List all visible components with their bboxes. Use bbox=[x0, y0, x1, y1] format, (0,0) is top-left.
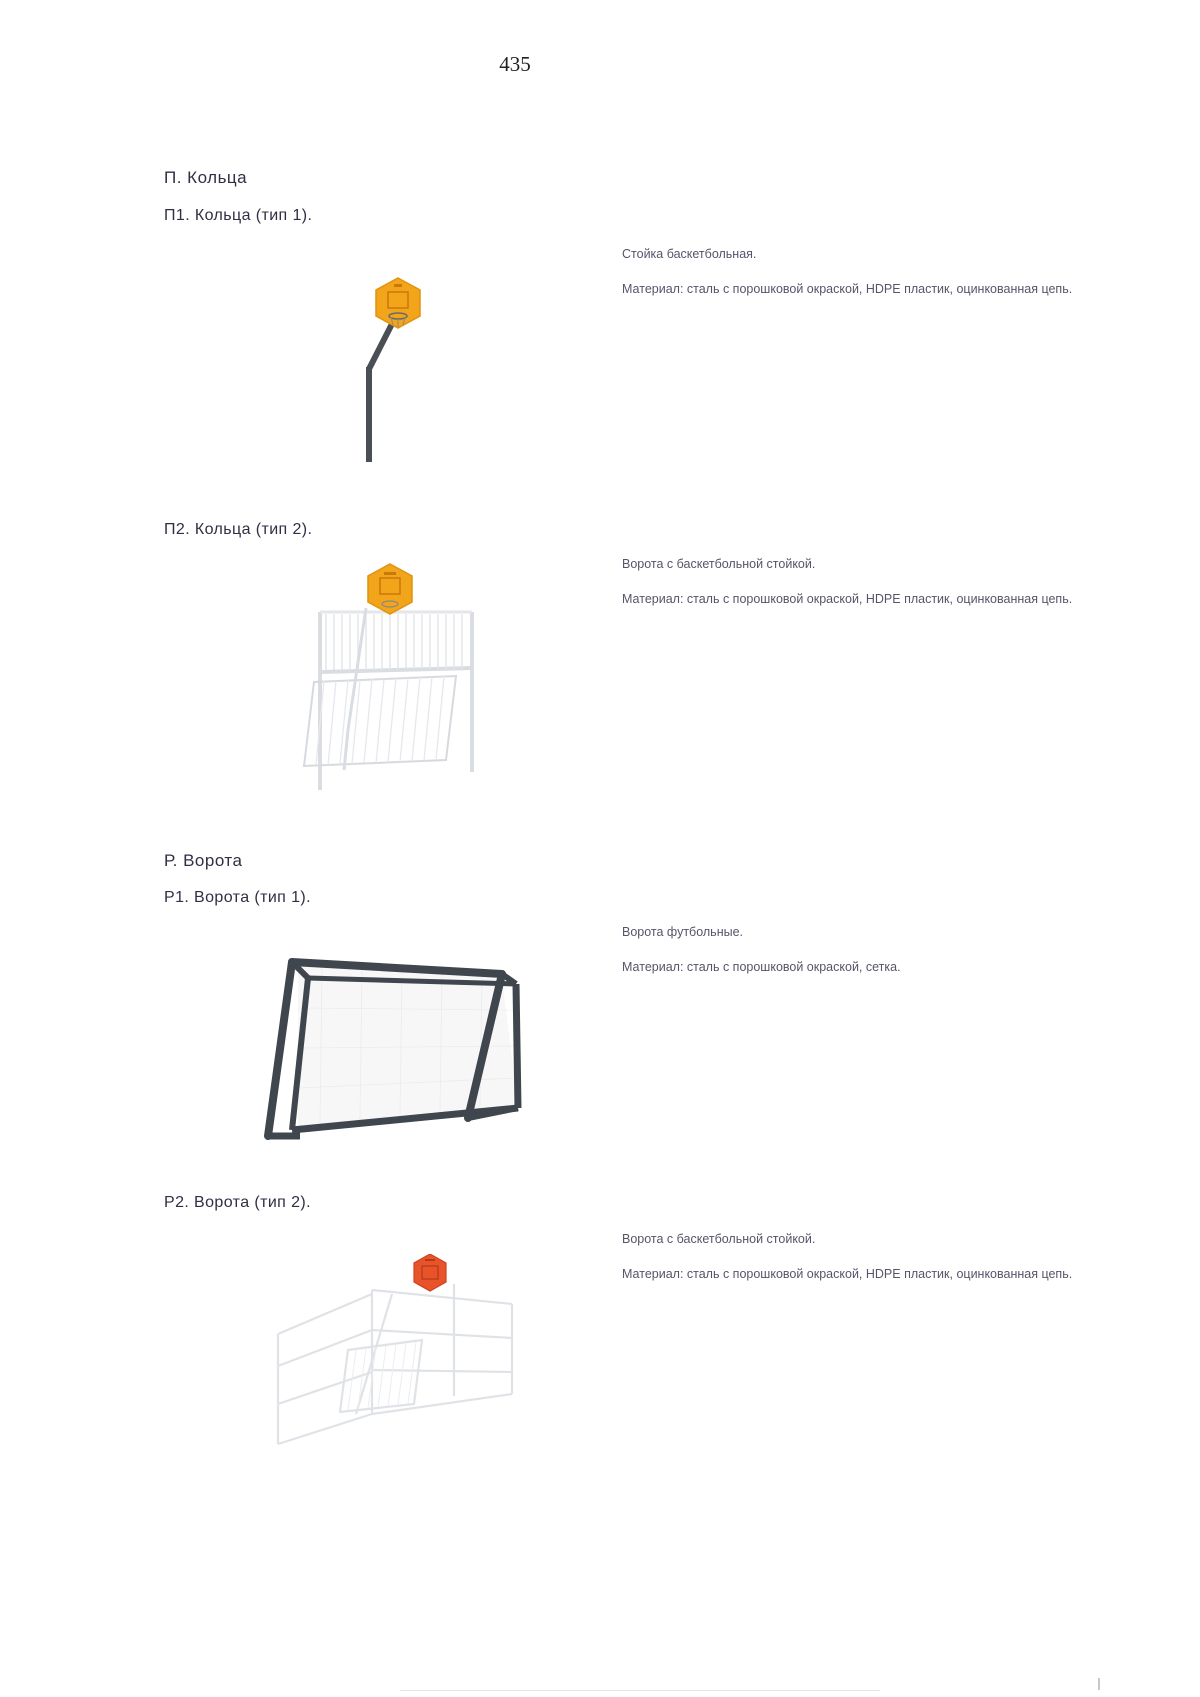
basketball-stand-illustration bbox=[340, 272, 460, 472]
scan-line-decoration bbox=[400, 1690, 880, 1691]
item-material-r1: Материал: сталь с порошковой окраской, сетка. bbox=[622, 960, 901, 974]
goal-with-basketball-hoop-illustration bbox=[272, 1254, 522, 1449]
item-description-p1 bbox=[622, 246, 1082, 316]
item-label-r1: Р1. Ворота (тип 1). bbox=[164, 889, 311, 906]
item-description-r1 bbox=[622, 924, 1082, 994]
item-name-r2: Ворота с баскетбольной стойкой. bbox=[622, 1232, 816, 1246]
item-name-r1: Ворота футбольные. bbox=[622, 925, 744, 939]
section-title-rings: П. Кольца bbox=[164, 168, 248, 187]
item-description-p2 bbox=[622, 556, 1082, 626]
item-name-p1: Стойка баскетбольная. bbox=[622, 247, 757, 261]
item-description-r2 bbox=[622, 1231, 1082, 1301]
item-material-r2: Материал: сталь с порошковой окраской, HDPE пластик, оцинкованная цепь. bbox=[622, 1267, 1073, 1281]
goal-with-basketball-hoop-illustration bbox=[296, 560, 496, 795]
scan-tick-decoration bbox=[1098, 1678, 1100, 1690]
item-material-p1: Материал: сталь с порошковой окраской, HDPE пластик, оцинкованная цепь. bbox=[622, 282, 1073, 296]
item-material-p2: Материал: сталь с порошковой окраской, HDPE пластик, оцинкованная цепь. bbox=[622, 592, 1073, 606]
item-label-r2: Р2. Ворота (тип 2). bbox=[164, 1194, 311, 1211]
item-name-p2: Ворота с баскетбольной стойкой. bbox=[622, 557, 816, 571]
football-goal-illustration bbox=[262, 948, 522, 1143]
section-title-goals: Р. Ворота bbox=[164, 851, 243, 870]
item-label-p2: П2. Кольца (тип 2). bbox=[164, 521, 313, 538]
item-label-p1: П1. Кольца (тип 1). bbox=[164, 207, 313, 224]
page-number: 435 bbox=[499, 52, 531, 76]
